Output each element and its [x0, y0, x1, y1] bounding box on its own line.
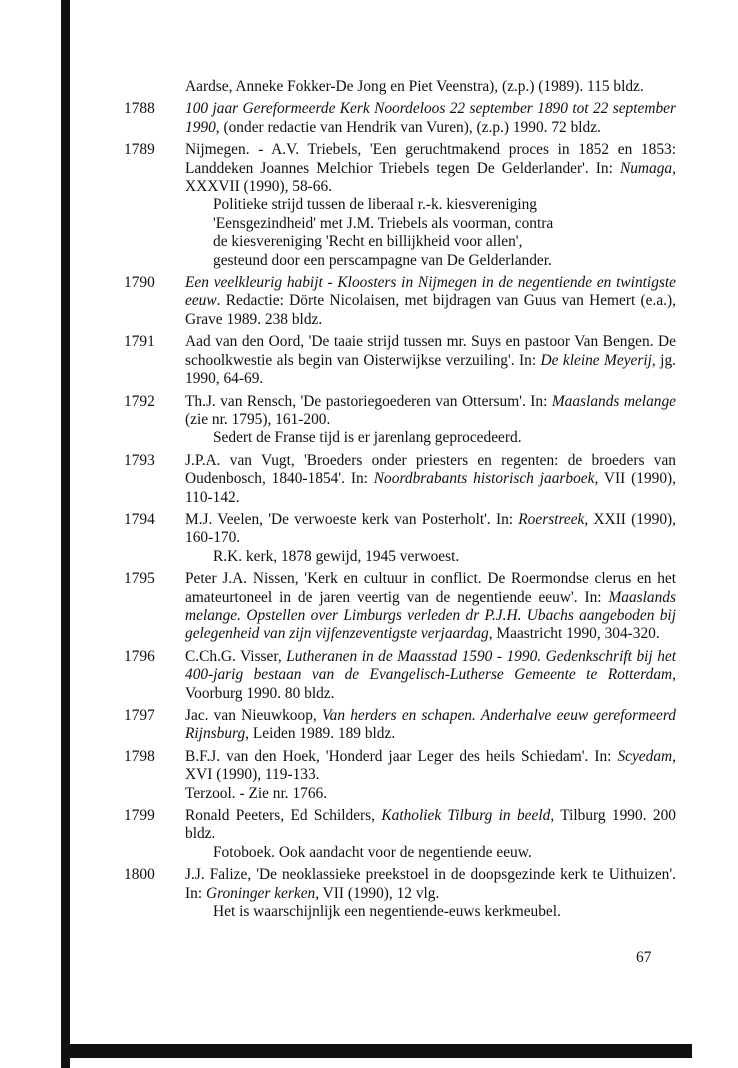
bibliography-entry	[124, 100, 676, 137]
page-number: 67	[636, 949, 652, 966]
entry-annotation: gesteund door een perscampagne van De Gelderlander.	[213, 251, 552, 269]
citation-text: J.J. Falize, 'De neoklassieke preekstoel in de doopsgezinde kerk te Uithuizen'. In:	[185, 866, 676, 902]
entry-citation	[185, 333, 676, 388]
entry-citation	[185, 274, 676, 329]
entry-citation	[185, 748, 676, 785]
citation-title-italic: 100 jaar Gereformeerde Kerk Noordeloos 22 september 1890 tot 22 september 1990	[185, 100, 676, 136]
citation-title-italic: Een veelkleurig habijt - Kloosters in Nijmegen in de negentiende en twintigste eeuw	[185, 274, 676, 310]
entry-annotation: de kiesvereniging 'Recht en billijkheid voor allen',	[213, 233, 523, 251]
entry-number: 1799	[124, 807, 155, 825]
citation-title-italic: Numaga	[619, 159, 673, 177]
entry-citation	[185, 100, 676, 137]
entry-annotation: 'Eensgezindheid' met J.M. Triebels als voorman, contra	[213, 214, 554, 232]
citation-text: Nijmegen. - A.V. Triebels, 'Een geruchtmakend proces in 1852 en 1853: Landdeken Joannes Melchior Triebels tegen De Gelderlander'. In:	[185, 141, 676, 177]
entry-citation	[185, 141, 676, 196]
entry-citation	[185, 511, 676, 548]
citation-text: Aad van den Oord, 'De taaie strijd tussen mr. Suys en pastoor Van Bengen. De schoolkwestie als begin van Oisterwijkse verzuiling'. In:	[185, 333, 676, 369]
bottom-border-bar	[61, 1044, 692, 1058]
citation-title-italic: Lutheranen in de Maasstad 1590 - 1990. Gedenkschrift bij het 400-jarig bestaan van de Evangelisch-Lutherse Gemeente te Rotterdam	[185, 647, 676, 684]
citation-text: Jac. van Nieuwkoop,	[185, 707, 322, 724]
citation-text: Ronald Peeters, Ed Schilders,	[185, 807, 382, 825]
citation-title-italic: Maaslands melange. Opstellen over Limburgs verleden dr P.J.H. Ubachs aangeboden bij gelegenheid van zijn vijfenzeventigste verjaardag	[185, 588, 676, 643]
entry-number: 1795	[124, 570, 155, 588]
entry-number: 1794	[124, 510, 155, 528]
citation-text: B.F.J. van den Hoek, 'Honderd jaar Leger des heils Schiedam'. In:	[185, 747, 618, 765]
entry-annotation: R.K. kerk, 1878 gewijd, 1945 verwoest.	[213, 547, 460, 565]
entry-number: 1793	[124, 451, 155, 469]
bibliography-entry	[124, 707, 676, 744]
citation-title-italic: Roerstreek	[518, 510, 585, 528]
citation-text: , (onder redactie van Hendrik van Vuren), (z.p.) 1990. 72 bldz.	[215, 118, 601, 136]
entry-number: 1797	[124, 707, 155, 724]
bibliography-entry	[124, 648, 676, 703]
continuation-text: Aardse, Anneke Fokker-De Jong en Piet Veenstra), (z.p.) (1989). 115 bldz.	[185, 78, 644, 95]
entry-citation	[185, 570, 676, 644]
citation-text: J.P.A. van Vugt, 'Broeders onder priesters en regenten: de broeders van Oudenbosch, 1840-1854'. In:	[185, 451, 676, 488]
bibliography-entry	[124, 570, 676, 644]
entry-annotation: Sedert de Franse tijd is er jarenlang geprocedeerd.	[213, 429, 522, 447]
entry-annotation: Fotoboek. Ook aandacht voor de negentiende eeuw.	[213, 843, 532, 861]
left-border-bar	[61, 0, 70, 1068]
entry-number: 1790	[124, 274, 155, 292]
citation-text: , Maastricht 1990, 304-320.	[488, 625, 660, 643]
entry-citation	[185, 807, 676, 844]
bibliography-entry	[124, 393, 676, 448]
citation-title-italic: De kleine Meyerij	[540, 351, 652, 369]
citation-text: , Tilburg 1990. 200 bldz.	[185, 807, 676, 843]
citation-text: , VII (1990), 110-142.	[185, 470, 676, 506]
citation-text: (zie nr. 1795), 161-200.	[185, 410, 331, 428]
cross-reference: Terzool. - Zie nr. 1766.	[185, 784, 328, 802]
entry-citation	[185, 452, 676, 507]
entry-annotation: Politieke strijd tussen de liberaal r.-k. kiesvereniging	[213, 196, 537, 214]
citation-text: Th.J. van Rensch, 'De pastoriegoederen van Ottersum'. In:	[185, 392, 552, 410]
citation-title-italic: Scyedam	[617, 747, 673, 765]
entry-number: 1796	[124, 647, 155, 665]
citation-text: , jg. 1990, 64-69.	[185, 351, 676, 388]
bibliography-entry	[124, 333, 676, 388]
entries-container	[124, 100, 676, 921]
entry-number: 1792	[124, 392, 155, 410]
bibliography-list	[124, 78, 676, 925]
citation-text: , Leiden 1989. 189 bldz.	[245, 725, 396, 743]
entry-citation	[185, 648, 676, 703]
bibliography-entry	[124, 141, 676, 270]
bibliography-entry	[124, 274, 676, 329]
citation-title-italic: Katholiek Tilburg in beeld	[381, 807, 551, 825]
entry-number: 1791	[124, 333, 155, 351]
citation-title-italic: Maaslands melange	[551, 392, 676, 410]
citation-text: C.Ch.G. Visser,	[185, 647, 287, 665]
entry-number: 1798	[124, 747, 155, 765]
entry-annotation: Het is waarschijnlijk een negentiende-euws kerkmeubel.	[213, 903, 561, 921]
entry-number: 1789	[124, 141, 155, 159]
citation-text: , XXII (1990), 160-170.	[185, 510, 676, 547]
citation-text: , XVI (1990), 119-133.	[185, 747, 676, 784]
citation-text: M.J. Veelen, 'De verwoeste kerk van Posterholt'. In:	[185, 510, 519, 528]
citation-title-italic: Noordbrabants historisch jaarboek	[373, 470, 595, 488]
citation-text: Peter J.A. Nissen, 'Kerk en cultuur in conflict. De Roermondse clerus en het amateurtoneel in de jaren veertig van de negentiende eeuw'. In:	[185, 570, 676, 606]
entry-number: 1788	[124, 100, 155, 118]
citation-text: , VII (1990), 12 vlg.	[315, 884, 440, 902]
entry-number: 1800	[124, 866, 155, 884]
citation-title-italic: Van herders en schapen. Anderhalve eeuw gereformeerd Rijnsburg	[185, 707, 676, 743]
entry-citation	[185, 707, 676, 744]
citation-text: , XXXVII (1990), 58-66.	[185, 159, 676, 196]
bibliography-entry	[124, 452, 676, 507]
bibliography-entry	[124, 866, 676, 921]
citation-text: , Voorburg 1990. 80 bldz.	[185, 666, 676, 702]
entry-citation	[185, 393, 676, 430]
citation-title-italic: Groninger kerken	[205, 884, 316, 902]
citation-text: . Redactie: Dörte Nicolaisen, met bijdragen van Guus van Hemert (e.a.), Grave 1989. 238 bldz.	[185, 292, 676, 328]
bibliography-entry	[124, 807, 676, 862]
bibliography-entry	[124, 511, 676, 566]
bibliography-entry	[124, 748, 676, 803]
entry-citation	[185, 866, 676, 903]
